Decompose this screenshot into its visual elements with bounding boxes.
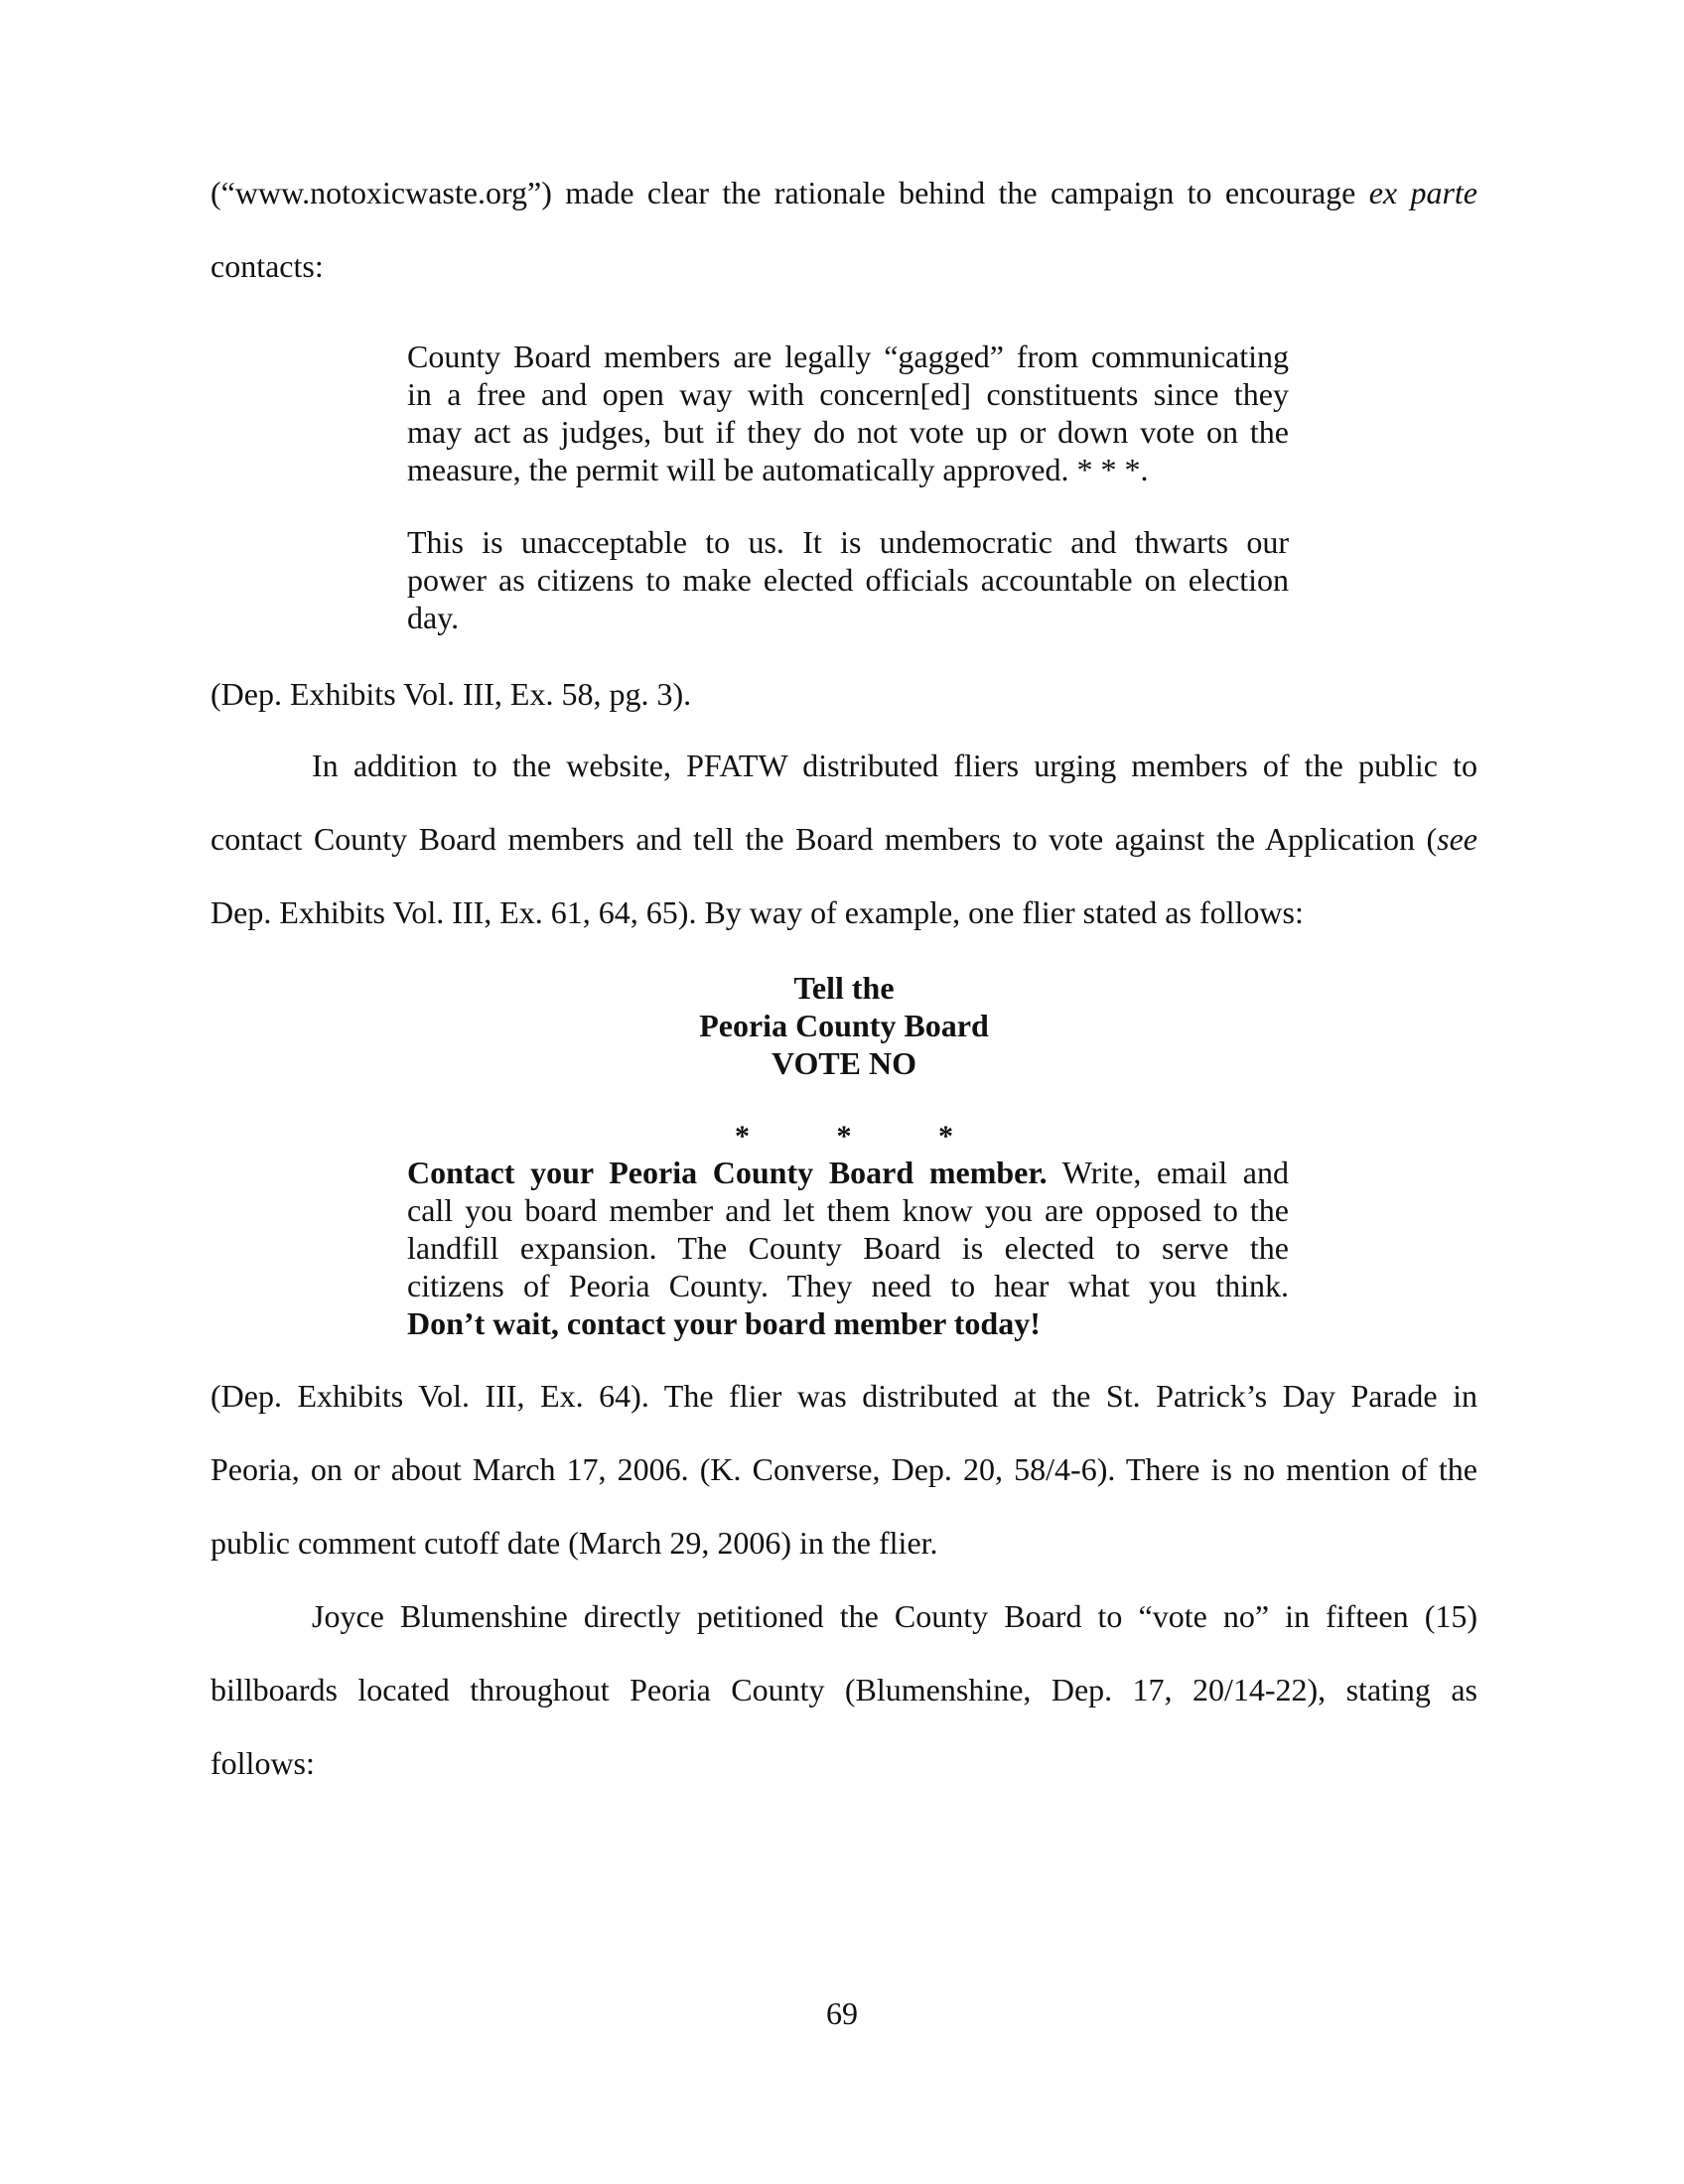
page-number: 69 [826, 1995, 858, 2031]
flier-body-line-1 [407, 1154, 1289, 1191]
flier-heading-line-1: Tell the [793, 970, 895, 1006]
paragraph-3-line-3: public comment cutoff date (March 29, 2006) in the flier. [210, 1525, 938, 1561]
flier-body-line-5 [407, 1304, 1289, 1342]
paragraph-4-line-2: billboards located throughout Peoria County (Blumenshine, Dep. 17, 20/14-22), stating as [210, 1672, 1477, 1707]
quote-2-line-3: day. [407, 600, 460, 635]
quote-1-line-1: County Board members are legally “gagged” from communicating [407, 339, 1289, 374]
star-1: * [735, 1120, 750, 1153]
ellipsis-stars [735, 1120, 953, 1154]
flier-heading-line-2: Peoria County Board [699, 1008, 989, 1043]
flier-body-line-2: call you board member and let them know you are opposed to the [407, 1192, 1289, 1228]
quote-2-line-2: power as citizens to make elected officials accountable on election [407, 562, 1289, 598]
quote-1-line-2: in a free and open way with concern[ed] constituents since they [407, 376, 1289, 412]
paragraph-1-line-2: contacts: [210, 248, 324, 284]
flier-body-line-3: landfill expansion. The County Board is elected to serve the [407, 1230, 1289, 1266]
paragraph-4-line-3: follows: [210, 1745, 315, 1781]
paragraph-1-text: (“www.notoxicwaste.org”) made clear the rationale behind the campaign to encourage [210, 175, 1369, 210]
quote-2-line-1: This is unacceptable to us. It is undemocratic and thwarts our [407, 524, 1289, 560]
paragraph-2-text: contact County Board members and tell the Board members to vote against the Application ( [210, 821, 1438, 857]
see-italic: see [1437, 821, 1477, 857]
quote-1-line-3: may act as judges, but if they do not vote up or down vote on the [407, 414, 1289, 450]
flier-bold-lead: Contact your Peoria County Board member. [407, 1155, 1048, 1190]
flier-bold-close: Don’t wait, contact your board member today! [407, 1305, 1041, 1341]
flier-body-line-4: citizens of Peoria County. They need to hear what you think. [407, 1268, 1289, 1303]
paragraph-4-line-1: Joyce Blumenshine directly petitioned the County Board to “vote no” in fifteen (15) [312, 1598, 1477, 1634]
star-2: * [836, 1120, 852, 1153]
ex-parte-italic: ex parte [1368, 175, 1478, 210]
paragraph-2-line-2 [210, 819, 1477, 859]
flier-body-rest: Write, email and [1047, 1155, 1290, 1190]
flier-heading-line-3: VOTE NO [771, 1045, 917, 1081]
quote-1-line-4: measure, the permit will be automatically approved. * * *. [407, 452, 1149, 487]
paragraph-3-line-2: Peoria, on or about March 17, 2006. (K. Converse, Dep. 20, 58/4-6). There is no mention of the [210, 1451, 1477, 1487]
citation-1: (Dep. Exhibits Vol. III, Ex. 58, pg. 3). [210, 676, 692, 712]
paragraph-1-line-1 [210, 173, 1477, 212]
paragraph-2-line-1: In addition to the website, PFATW distributed fliers urging members of the public to [312, 748, 1477, 783]
paragraph-3-line-1: (Dep. Exhibits Vol. III, Ex. 64). The flier was distributed at the St. Patrick’s Day Parade in [210, 1378, 1477, 1414]
paragraph-2-line-3: Dep. Exhibits Vol. III, Ex. 61, 64, 65). By way of example, one flier stated as follows: [210, 894, 1304, 930]
star-3: * [938, 1120, 953, 1153]
